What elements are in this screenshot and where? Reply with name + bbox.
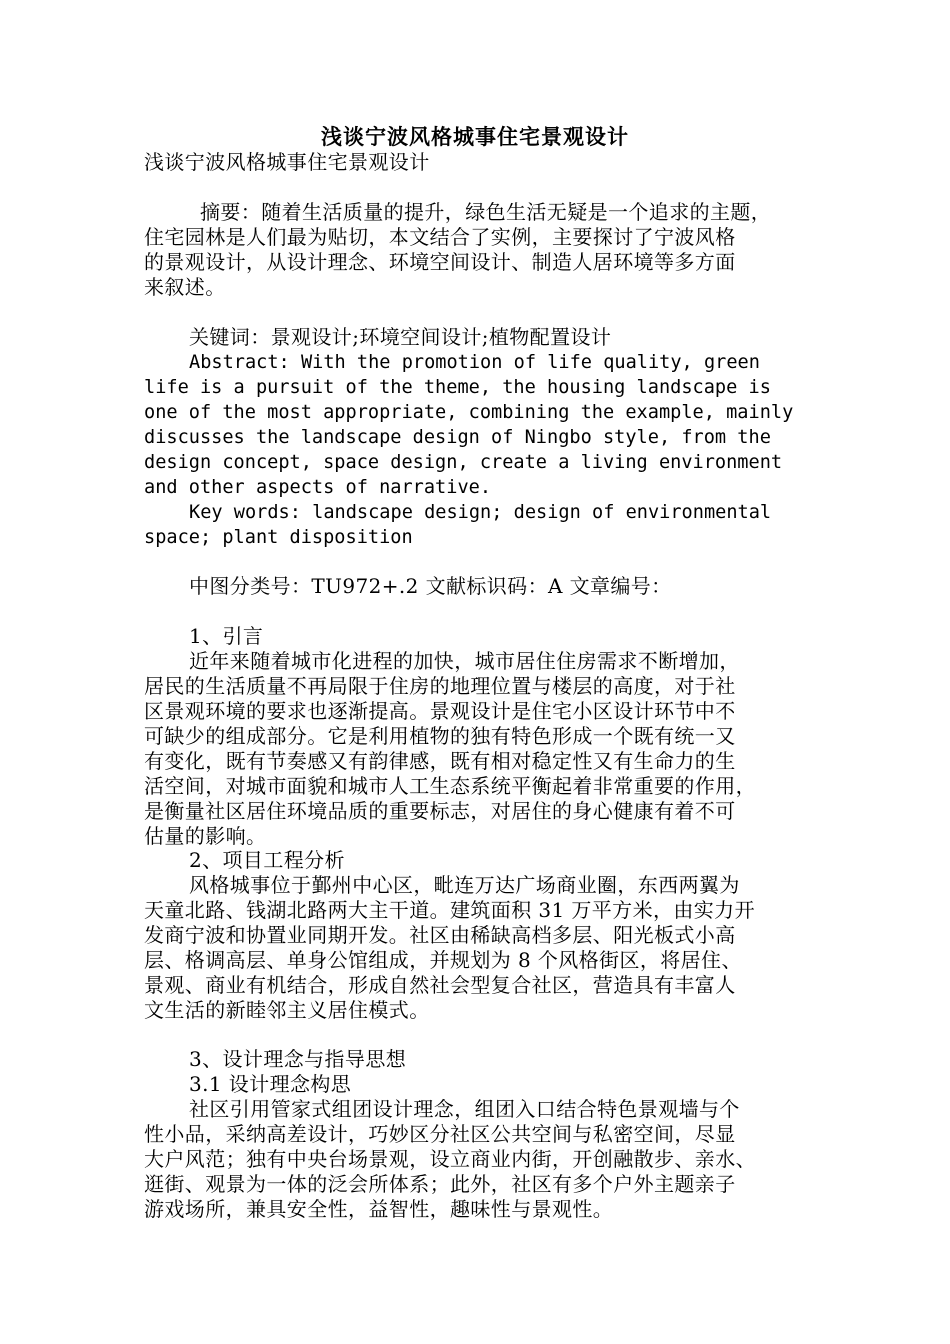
paragraph-line: 活空间，对城市面貌和城市人工生态系统平衡起着非常重要的作用， <box>144 774 756 798</box>
document-subtitle: 浅谈宁波风格城事住宅景观设计 <box>144 150 430 174</box>
paragraph-line: 风格城事位于鄞州中心区，毗连万达广场商业圈，东西两翼为 <box>189 873 740 897</box>
paragraph-line: 可缺少的组成部分。它是利用植物的独有特色形成一个既有统一又 <box>144 724 736 748</box>
abstract-en-line: Abstract: With the promotion of life quality, green <box>189 352 760 373</box>
paragraph-line: 有变化，既有节奏感又有韵律感，既有相对稳定性又有生命力的生 <box>144 749 736 773</box>
paragraph-line: 发商宁波和协置业同期开发。社区由稀缺高档多层、阳光板式小高 <box>144 923 736 947</box>
keywords-en-line: space; plant disposition <box>144 527 413 548</box>
paragraph-line: 大户风范；独有中央台场景观，设立商业内街，开创融散步、亲水、 <box>144 1147 756 1171</box>
paragraph-line: 层、格调高层、单身公馆组成，并规划为 8 个风格街区，将居住、 <box>144 948 742 972</box>
section-heading: 3、设计理念与指导思想 <box>189 1047 407 1071</box>
paragraph-line: 性小品，采纳高差设计，巧妙区分社区公共空间与私密空间，尽显 <box>144 1122 736 1146</box>
paragraph-line: 区景观环境的要求也逐渐提高。景观设计是住宅小区设计环节中不 <box>144 699 736 723</box>
keywords-cn: 关键词：景观设计;环境空间设计;植物配置设计 <box>189 325 612 349</box>
paragraph-line: 社区引用管家式组团设计理念，组团入口结合特色景观墙与个 <box>189 1097 740 1121</box>
paragraph-line: 游戏场所，兼具安全性，益智性，趣味性与景观性。 <box>144 1197 614 1221</box>
abstract-cn-line: 来叙述。 <box>144 275 226 299</box>
paragraph-line: 是衡量社区居住环境品质的重要标志，对居住的身心健康有着不可 <box>144 799 736 823</box>
keywords-en-line: Key words: landscape design; design of environmental <box>189 502 772 523</box>
paragraph-line: 逛街、观景为一体的泛会所体系；此外，社区有多个户外主题亲子 <box>144 1172 736 1196</box>
paragraph-line: 估量的影响。 <box>144 824 267 848</box>
abstract-en-line: discusses the landscape design of Ningbo style, from the <box>144 427 771 448</box>
section-heading: 1、引言 <box>189 624 264 648</box>
paragraph-line: 近年来随着城市化进程的加快，城市居住住房需求不断增加， <box>189 649 740 673</box>
paragraph-line: 文生活的新睦邻主义居住模式。 <box>144 998 430 1022</box>
abstract-cn-line: 的景观设计，从设计理念、环境空间设计、制造人居环境等多方面 <box>144 250 736 274</box>
paragraph-line: 景观、商业有机结合，形成自然社会型复合社区，营造具有丰富人 <box>144 973 736 997</box>
section-heading: 2、项目工程分析 <box>189 848 345 872</box>
abstract-en-line: design concept, space design, create a living environment <box>144 452 783 473</box>
paragraph-line: 天童北路、钱湖北路两大主干道。建筑面积 31 万平方米，由实力开 <box>144 898 755 922</box>
abstract-en-line: and other aspects of narrative. <box>144 477 492 498</box>
abstract-en-line: one of the most appropriate, combining the example, mainly <box>144 402 794 423</box>
paragraph-line: 居民的生活质量不再局限于住房的地理位置与楼层的高度，对于社 <box>144 674 736 698</box>
abstract-en-line: life is a pursuit of the theme, the housing landscape is <box>144 377 771 398</box>
classification-line: 中图分类号：TU972+.2 文献标识码：A 文章编号： <box>189 574 672 598</box>
abstract-cn-line: 住宅园林是人们最为贴切，本文结合了实例，主要探讨了宁波风格 <box>144 225 736 249</box>
subsection-heading: 3.1 设计理念构思 <box>189 1072 352 1096</box>
document-title: 浅谈宁波风格城事住宅景观设计 <box>321 124 629 149</box>
abstract-cn-line: 摘要：随着生活质量的提升，绿色生活无疑是一个追求的主题， <box>200 200 772 224</box>
